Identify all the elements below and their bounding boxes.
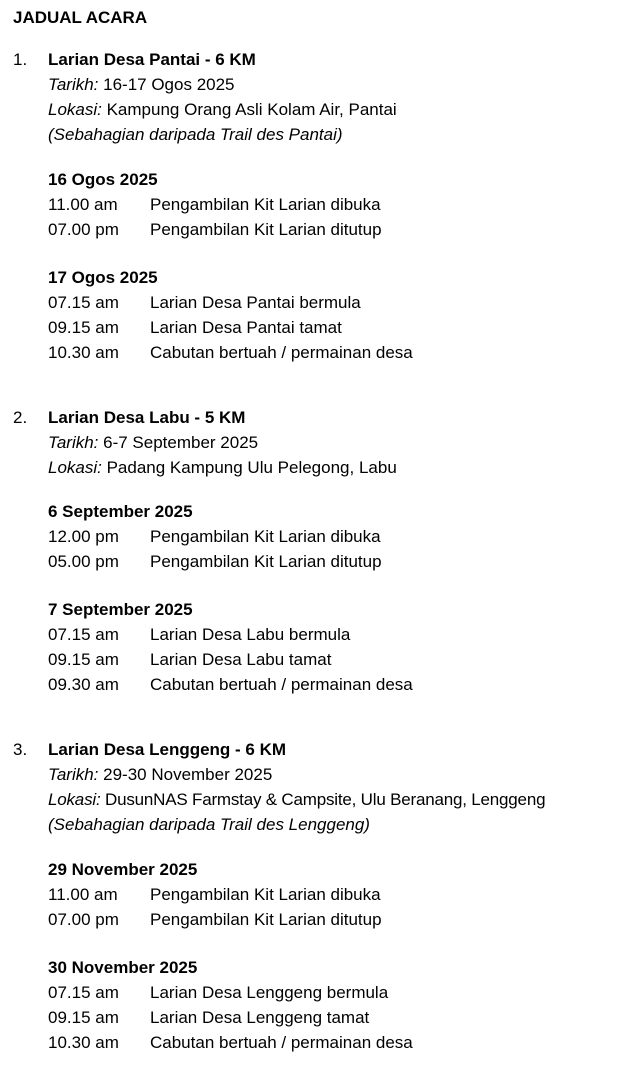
- day-title: 29 November 2025: [48, 860, 198, 879]
- schedule-time: 05.00 pm: [48, 552, 119, 571]
- schedule-activity: Larian Desa Lenggeng bermula: [150, 983, 389, 1002]
- schedule-activity: Pengambilan Kit Larian ditutup: [150, 910, 382, 929]
- day-title: 30 November 2025: [48, 958, 198, 977]
- document-title: JADUAL ACARA: [13, 8, 148, 27]
- date-value: 29-30 November 2025: [98, 765, 273, 784]
- schedule-time: 11.00 am: [48, 195, 118, 214]
- schedule-activity: Larian Desa Labu tamat: [150, 650, 332, 669]
- schedule-activity: Pengambilan Kit Larian ditutup: [150, 220, 382, 239]
- schedule-time: 11.00 am: [48, 885, 118, 904]
- day-title: 7 September 2025: [48, 600, 193, 619]
- schedule-activity: Pengambilan Kit Larian dibuka: [150, 195, 381, 214]
- schedule-time: 09.15 am: [48, 650, 119, 669]
- event-date: [48, 75, 235, 95]
- event-number: 2.: [13, 408, 28, 427]
- event-number: 1.: [13, 50, 28, 69]
- day-title: 6 September 2025: [48, 502, 193, 521]
- event-title: Larian Desa Lenggeng - 6 KM: [48, 740, 287, 759]
- schedule-activity: Pengambilan Kit Larian ditutup: [150, 552, 382, 571]
- schedule-time: 09.15 am: [48, 318, 119, 337]
- date-value: 6-7 September 2025: [98, 433, 259, 452]
- event-number: 3.: [13, 740, 28, 759]
- location-label: Lokasi:: [48, 790, 101, 809]
- event-location: [48, 790, 545, 810]
- location-value: DusunNAS Farmstay & Campsite, Ulu Beranang, Lenggeng: [100, 790, 546, 809]
- event-date: [48, 433, 258, 453]
- event-location: [48, 458, 397, 478]
- date-label: Tarikh:: [48, 75, 99, 94]
- event-title: Larian Desa Labu - 5 KM: [48, 408, 246, 427]
- schedule-activity: Larian Desa Labu bermula: [150, 625, 351, 644]
- schedule-time: 09.15 am: [48, 1008, 119, 1027]
- event-note: (Sebahagian daripada Trail des Lenggeng): [48, 815, 370, 834]
- day-title: 17 Ogos 2025: [48, 268, 158, 287]
- location-label: Lokasi:: [48, 458, 102, 477]
- schedule-time: 07.00 pm: [48, 910, 119, 929]
- date-value: 16-17 Ogos 2025: [98, 75, 235, 94]
- schedule-activity: Cabutan bertuah / permainan desa: [150, 675, 413, 694]
- schedule-activity: Pengambilan Kit Larian dibuka: [150, 527, 381, 546]
- day-title: 16 Ogos 2025: [48, 170, 158, 189]
- date-label: Tarikh:: [48, 433, 99, 452]
- schedule-activity: Cabutan bertuah / permainan desa: [150, 343, 413, 362]
- schedule-time: 09.30 am: [48, 675, 119, 694]
- event-title: Larian Desa Pantai - 6 KM: [48, 50, 256, 69]
- schedule-activity: Larian Desa Pantai tamat: [150, 318, 342, 337]
- location-value: Padang Kampung Ulu Pelegong, Labu: [101, 458, 397, 477]
- schedule-activity: Cabutan bertuah / permainan desa: [150, 1033, 413, 1052]
- schedule-activity: Pengambilan Kit Larian dibuka: [150, 885, 381, 904]
- event-date: [48, 765, 272, 785]
- location-value: Kampung Orang Asli Kolam Air, Pantai: [101, 100, 397, 119]
- schedule-time: 07.15 am: [48, 625, 119, 644]
- schedule-activity: Larian Desa Lenggeng tamat: [150, 1008, 370, 1027]
- schedule-activity: Larian Desa Pantai bermula: [150, 293, 361, 312]
- location-label: Lokasi:: [48, 100, 102, 119]
- event-location: [48, 100, 397, 120]
- schedule-time: 10.30 am: [48, 1033, 119, 1052]
- date-label: Tarikh:: [48, 765, 99, 784]
- schedule-time: 07.15 am: [48, 293, 119, 312]
- schedule-time: 10.30 am: [48, 343, 119, 362]
- schedule-time: 12.00 pm: [48, 527, 119, 546]
- event-note: (Sebahagian daripada Trail des Pantai): [48, 125, 343, 144]
- schedule-time: 07.15 am: [48, 983, 119, 1002]
- schedule-time: 07.00 pm: [48, 220, 119, 239]
